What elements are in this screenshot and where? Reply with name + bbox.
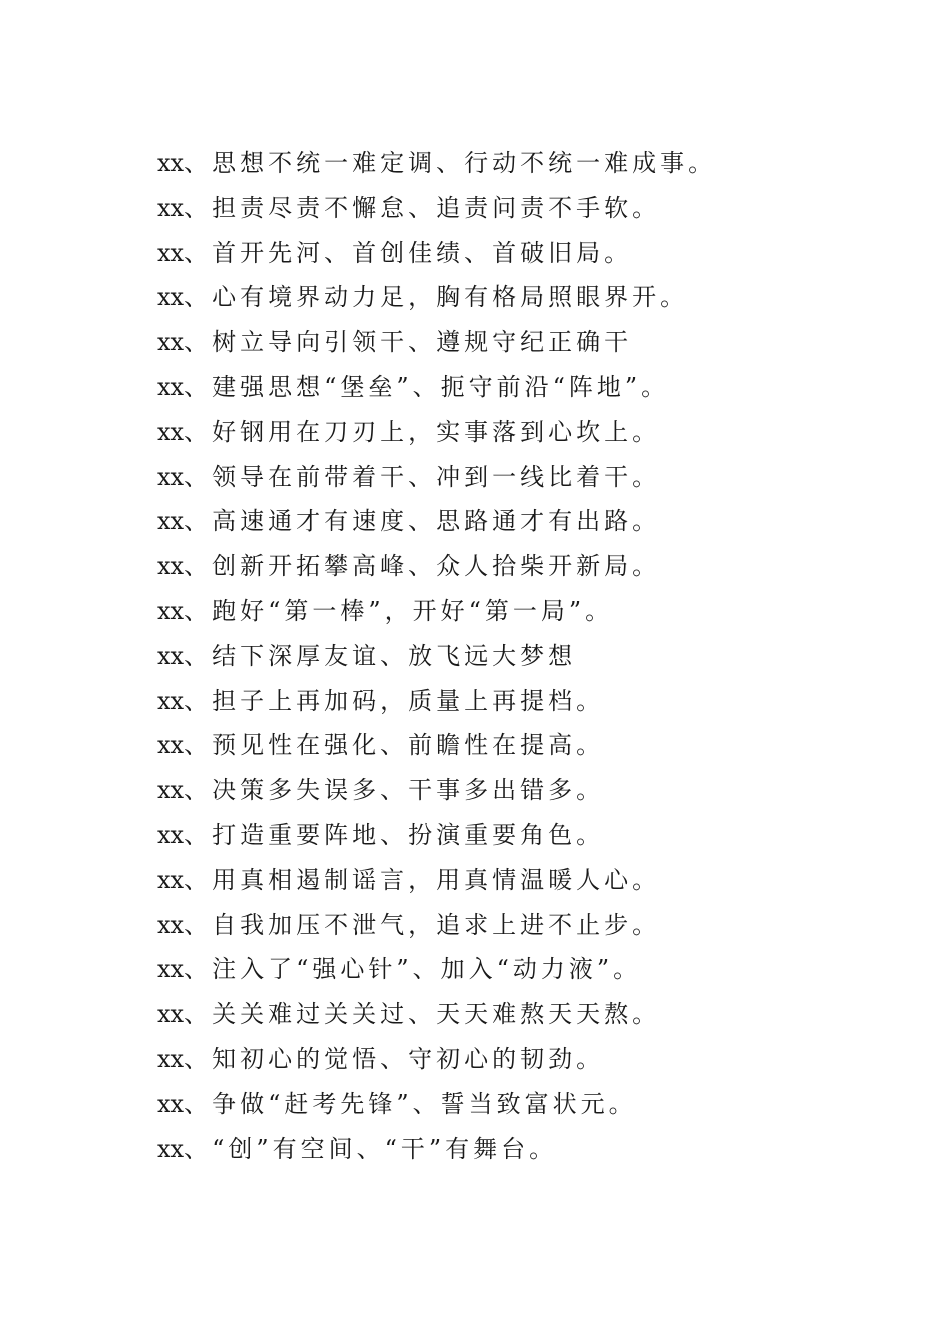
item-prefix: xx <box>157 820 185 849</box>
list-item <box>157 365 857 410</box>
item-prefix: xx <box>157 193 185 222</box>
list-item <box>157 992 857 1037</box>
item-prefix: xx <box>157 596 185 625</box>
list-item <box>157 1082 857 1127</box>
list-item <box>157 634 857 679</box>
item-prefix: xx <box>157 372 185 401</box>
item-text: 、决策多失误多、干事多出错多。 <box>184 776 605 805</box>
list-item <box>157 1037 857 1082</box>
list-item <box>157 455 857 500</box>
item-text: 、担责尽责不懈怠、追责问责不手软。 <box>184 193 661 222</box>
item-text: 、领导在前带着干、冲到一线比着干。 <box>184 462 661 491</box>
item-prefix: xx <box>157 1134 185 1163</box>
item-text: 、高速通才有速度、思路通才有出路。 <box>184 507 661 536</box>
item-text: 、打造重要阵地、扮演重要角色。 <box>184 820 605 849</box>
list-item <box>157 723 857 768</box>
item-text: 、首开先河、首创佳绩、首破旧局。 <box>184 238 633 267</box>
item-prefix: xx <box>157 910 185 939</box>
item-prefix: xx <box>157 328 185 357</box>
item-prefix: xx <box>157 955 185 984</box>
item-text: 、担子上再加码，质量上再提档。 <box>184 686 605 715</box>
list-item <box>157 903 857 948</box>
list-item <box>157 186 857 231</box>
item-text: 、建强思想“堡垒”、扼守前沿“阵地”。 <box>184 372 670 401</box>
list-item <box>157 141 857 186</box>
item-text: 、知初心的觉悟、守初心的韧劲。 <box>184 1044 605 1073</box>
item-text: 、自我加压不泄气，追求上进不止步。 <box>184 910 661 939</box>
item-text: 、创新开拓攀高峰、众人拾柴开新局。 <box>184 552 661 581</box>
list-item <box>157 544 857 589</box>
item-prefix: xx <box>157 1089 185 1118</box>
item-text: 、“创”有空间、“干”有舞台。 <box>184 1134 558 1163</box>
item-text: 、结下深厚友谊、放飞远大梦想 <box>184 641 577 670</box>
item-prefix: xx <box>157 1044 185 1073</box>
list-item <box>157 231 857 276</box>
item-prefix: xx <box>157 149 185 177</box>
item-text: 、思想不统一难定调、行动不统一难成事。 <box>184 149 717 177</box>
list-item <box>157 589 857 634</box>
item-text: 、树立导向引领干、遵规守纪正确干 <box>184 328 633 357</box>
item-prefix: xx <box>157 238 185 267</box>
list-item <box>157 813 857 858</box>
item-text: 、争做“赶考先锋”、誓当致富状元。 <box>184 1089 637 1118</box>
item-prefix: xx <box>157 865 185 894</box>
list-item <box>157 947 857 992</box>
item-prefix: xx <box>157 417 185 446</box>
item-prefix: xx <box>157 686 185 715</box>
list-item <box>157 410 857 455</box>
item-prefix: xx <box>157 776 185 805</box>
item-text: 、跑好“第一棒”，开好“第一局”。 <box>184 596 614 625</box>
list-item <box>157 679 857 724</box>
item-text: 、心有境界动力足，胸有格局照眼界开。 <box>184 283 689 312</box>
item-prefix: xx <box>157 1000 185 1029</box>
list-item <box>157 858 857 903</box>
list-item <box>157 1127 857 1172</box>
list-item <box>157 320 857 365</box>
slogan-list <box>157 141 857 1171</box>
item-prefix: xx <box>157 641 185 670</box>
item-prefix: xx <box>157 731 185 760</box>
item-text: 、好钢用在刀刃上，实事落到心坎上。 <box>184 417 661 446</box>
item-text: 、用真相遏制谣言，用真情温暖人心。 <box>184 865 661 894</box>
item-prefix: xx <box>157 552 185 581</box>
item-prefix: xx <box>157 462 185 491</box>
item-prefix: xx <box>157 283 185 312</box>
item-text: 、关关难过关关过、天天难熬天天熬。 <box>184 1000 661 1029</box>
item-text: 、注入了“强心针”、加入“动力液”。 <box>184 955 642 984</box>
item-text: 、预见性在强化、前瞻性在提高。 <box>184 731 605 760</box>
list-item <box>157 499 857 544</box>
list-item <box>157 275 857 320</box>
item-prefix: xx <box>157 507 185 536</box>
list-item <box>157 768 857 813</box>
